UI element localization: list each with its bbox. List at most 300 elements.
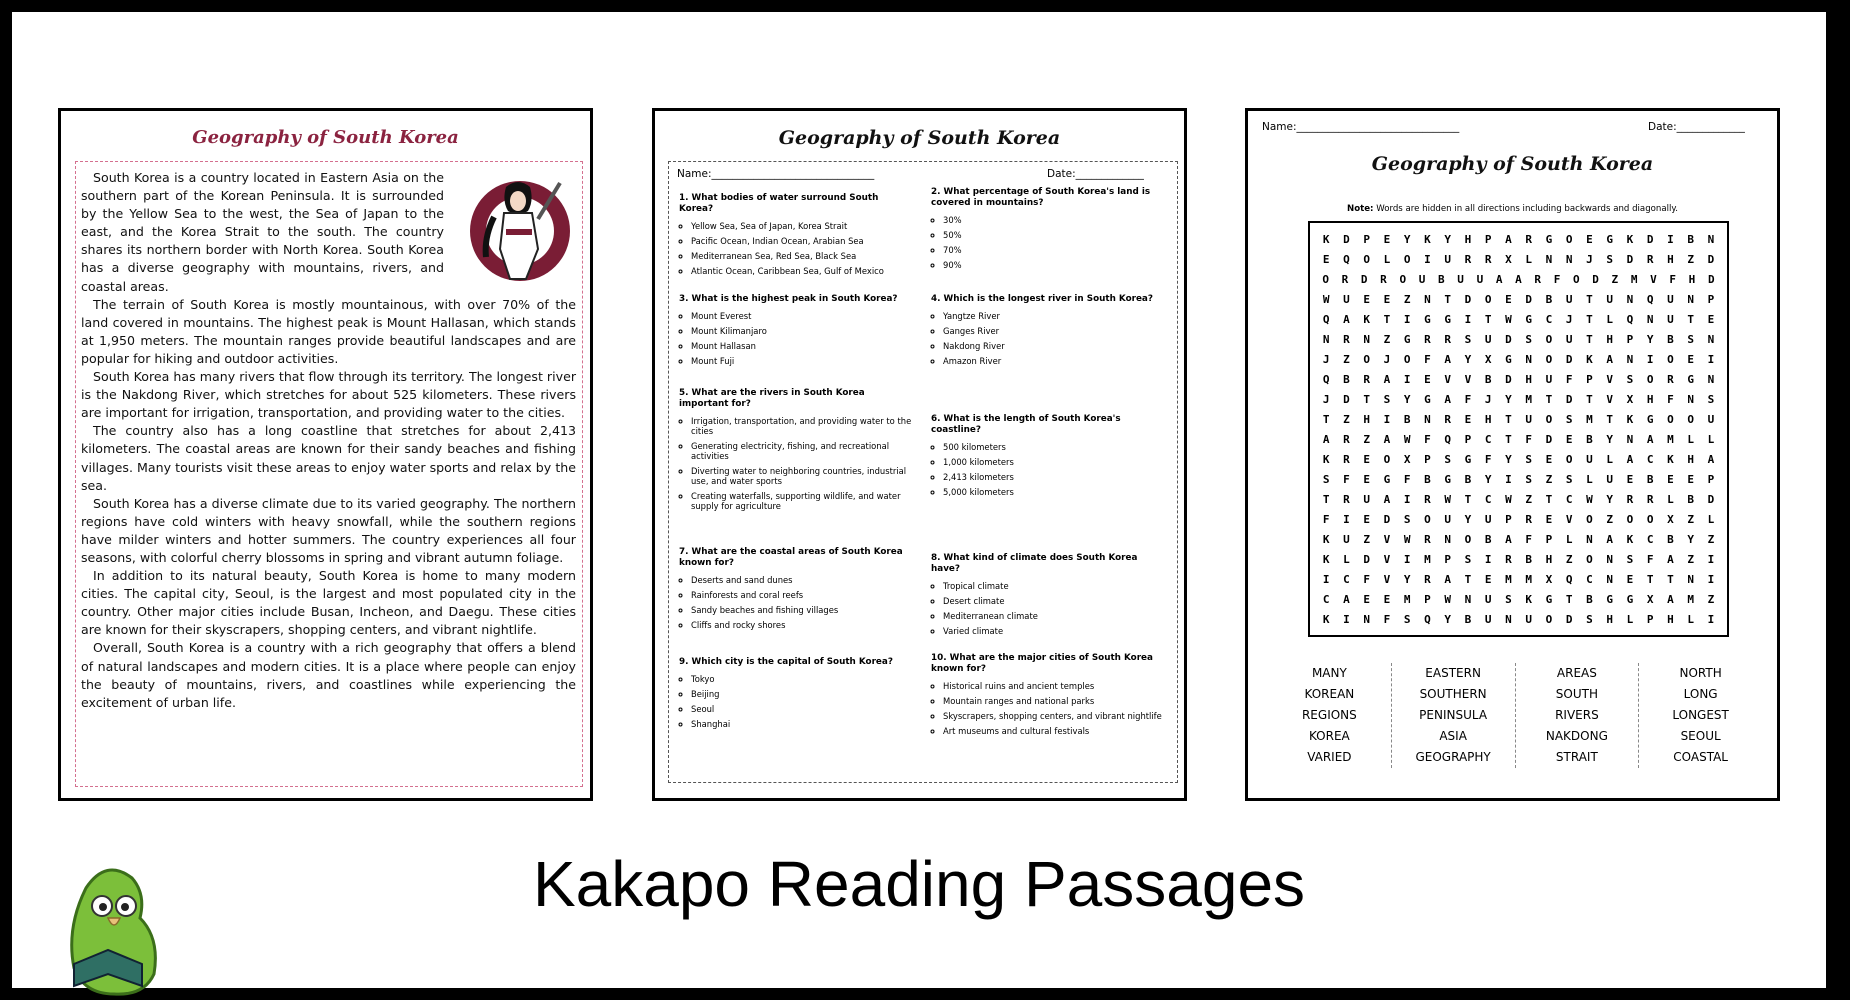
grid-letter[interactable]: G <box>1505 352 1512 366</box>
grid-letter[interactable]: I <box>1403 312 1411 326</box>
grid-letter[interactable]: V <box>1383 572 1391 586</box>
grid-letter[interactable]: I <box>1343 512 1350 526</box>
grid-letter[interactable]: S <box>1606 252 1613 266</box>
option[interactable]: ◦ Tokyo <box>691 674 915 684</box>
grid-letter[interactable]: S <box>1586 612 1593 626</box>
grid-letter[interactable]: T <box>1545 492 1553 506</box>
grid-letter[interactable]: P <box>1363 232 1370 246</box>
grid-letter[interactable]: Y <box>1606 492 1613 506</box>
grid-letter[interactable]: L <box>1687 432 1694 446</box>
grid-letter[interactable]: F <box>1383 612 1391 626</box>
grid-letter[interactable]: K <box>1626 532 1634 546</box>
grid-letter[interactable]: U <box>1667 292 1674 306</box>
grid-letter[interactable]: N <box>1687 392 1694 406</box>
grid-letter[interactable]: O <box>1545 612 1553 626</box>
grid-letter[interactable]: N <box>1707 232 1715 246</box>
grid-letter[interactable]: N <box>1707 372 1715 386</box>
grid-letter[interactable]: O <box>1565 232 1573 246</box>
grid-letter[interactable]: S <box>1464 552 1472 566</box>
grid-letter[interactable]: C <box>1484 432 1492 446</box>
grid-letter[interactable]: N <box>1424 292 1431 306</box>
grid-letter[interactable]: X <box>1626 392 1634 406</box>
grid-letter[interactable]: H <box>1464 232 1472 246</box>
grid-letter[interactable]: V <box>1444 372 1451 386</box>
grid-letter[interactable]: F <box>1343 472 1350 486</box>
grid-letter[interactable]: E <box>1626 572 1634 586</box>
grid-letter[interactable]: D <box>1707 252 1715 266</box>
grid-letter[interactable]: U <box>1606 292 1613 306</box>
grid-letter[interactable]: Z <box>1525 492 1532 506</box>
grid-letter[interactable]: P <box>1626 332 1634 346</box>
grid-letter[interactable]: Z <box>1363 432 1370 446</box>
grid-letter[interactable]: O <box>1565 452 1573 466</box>
grid-letter[interactable]: X <box>1646 592 1654 606</box>
grid-letter[interactable]: G <box>1545 592 1553 606</box>
grid-letter[interactable]: X <box>1505 252 1512 266</box>
grid-letter[interactable]: D <box>1525 292 1532 306</box>
option[interactable]: ◦ Nakdong River <box>943 341 1167 351</box>
grid-letter[interactable]: U <box>1707 412 1715 426</box>
grid-letter[interactable]: Y <box>1444 612 1451 626</box>
option[interactable]: ◦ Mount Fuji <box>691 356 915 366</box>
grid-letter[interactable]: U <box>1418 272 1426 286</box>
grid-letter[interactable]: C <box>1646 532 1654 546</box>
grid-letter[interactable]: X <box>1667 512 1674 526</box>
option[interactable]: ◦ 50% <box>943 230 1167 240</box>
grid-letter[interactable]: O <box>1363 352 1370 366</box>
option[interactable]: ◦ Art museums and cultural festivals <box>943 726 1167 736</box>
grid-letter[interactable]: L <box>1626 612 1634 626</box>
grid-letter[interactable]: U <box>1667 312 1674 326</box>
grid-letter[interactable]: F <box>1424 432 1431 446</box>
grid-letter[interactable]: N <box>1606 552 1613 566</box>
grid-letter[interactable]: B <box>1687 492 1694 506</box>
grid-letter[interactable]: W <box>1444 592 1451 606</box>
grid-letter[interactable]: T <box>1363 392 1370 406</box>
option[interactable]: ◦ 90% <box>943 260 1167 270</box>
grid-letter[interactable]: Z <box>1343 352 1350 366</box>
grid-letter[interactable]: R <box>1534 272 1542 286</box>
grid-letter[interactable]: H <box>1363 412 1370 426</box>
grid-letter[interactable]: C <box>1545 312 1553 326</box>
grid-letter[interactable]: M <box>1586 412 1593 426</box>
grid-letter[interactable]: G <box>1545 232 1553 246</box>
grid-letter[interactable]: O <box>1399 272 1407 286</box>
grid-letter[interactable]: Z <box>1545 472 1553 486</box>
grid-letter[interactable]: U <box>1586 452 1593 466</box>
grid-letter[interactable]: S <box>1525 452 1532 466</box>
grid-letter[interactable]: Z <box>1403 292 1411 306</box>
grid-letter[interactable]: P <box>1484 232 1492 246</box>
grid-letter[interactable]: B <box>1403 412 1411 426</box>
grid-letter[interactable]: T <box>1545 392 1553 406</box>
grid-letter[interactable]: K <box>1626 232 1634 246</box>
grid-letter[interactable]: Z <box>1707 532 1715 546</box>
grid-letter[interactable]: Y <box>1687 532 1694 546</box>
grid-letter[interactable]: Y <box>1484 472 1492 486</box>
grid-letter[interactable]: U <box>1343 532 1350 546</box>
grid-letter[interactable]: D <box>1505 332 1512 346</box>
grid-letter[interactable]: N <box>1464 592 1472 606</box>
grid-letter[interactable]: E <box>1322 252 1330 266</box>
grid-letter[interactable]: D <box>1383 512 1391 526</box>
grid-letter[interactable]: D <box>1360 272 1368 286</box>
grid-letter[interactable]: D <box>1343 232 1350 246</box>
grid-letter[interactable]: D <box>1646 232 1654 246</box>
grid-letter[interactable]: J <box>1565 312 1573 326</box>
grid-letter[interactable]: D <box>1626 252 1634 266</box>
option[interactable]: ◦ Pacific Ocean, Indian Ocean, Arabian Sea <box>691 236 915 246</box>
grid-letter[interactable]: H <box>1688 272 1696 286</box>
grid-letter[interactable]: T <box>1646 572 1654 586</box>
grid-letter[interactable]: L <box>1343 552 1350 566</box>
grid-letter[interactable]: D <box>1707 272 1715 286</box>
grid-letter[interactable]: D <box>1565 392 1573 406</box>
grid-letter[interactable]: C <box>1343 572 1350 586</box>
grid-letter[interactable]: R <box>1525 232 1532 246</box>
grid-letter[interactable]: E <box>1464 412 1472 426</box>
option[interactable]: ◦ Irrigation, transportation, and providing water to the cities <box>691 416 915 436</box>
grid-letter[interactable]: E <box>1363 452 1370 466</box>
grid-letter[interactable]: G <box>1424 312 1431 326</box>
grid-letter[interactable]: G <box>1606 592 1613 606</box>
grid-letter[interactable]: U <box>1476 272 1484 286</box>
grid-letter[interactable]: G <box>1464 452 1472 466</box>
grid-letter[interactable]: F <box>1363 572 1370 586</box>
grid-letter[interactable]: O <box>1626 512 1634 526</box>
grid-letter[interactable]: N <box>1626 432 1634 446</box>
grid-letter[interactable]: F <box>1322 512 1330 526</box>
grid-letter[interactable]: M <box>1424 552 1431 566</box>
grid-letter[interactable]: N <box>1687 572 1694 586</box>
grid-letter[interactable]: T <box>1565 592 1573 606</box>
grid-letter[interactable]: P <box>1707 292 1715 306</box>
grid-letter[interactable]: A <box>1322 432 1330 446</box>
grid-letter[interactable]: I <box>1505 472 1512 486</box>
option[interactable]: ◦ Diverting water to neighboring countries, industrial use, and water sports <box>691 466 915 486</box>
grid-letter[interactable]: L <box>1606 452 1613 466</box>
grid-letter[interactable]: Q <box>1565 572 1573 586</box>
grid-letter[interactable]: Z <box>1611 272 1619 286</box>
grid-letter[interactable]: R <box>1424 572 1431 586</box>
option[interactable]: ◦ 70% <box>943 245 1167 255</box>
grid-letter[interactable]: Z <box>1565 552 1573 566</box>
option[interactable]: ◦ Beijing <box>691 689 915 699</box>
grid-letter[interactable]: E <box>1505 292 1512 306</box>
grid-letter[interactable]: E <box>1687 472 1694 486</box>
grid-letter[interactable]: S <box>1626 552 1634 566</box>
grid-letter[interactable]: Y <box>1444 232 1451 246</box>
grid-letter[interactable]: V <box>1383 552 1391 566</box>
grid-letter[interactable]: A <box>1646 432 1654 446</box>
grid-letter[interactable]: V <box>1650 272 1657 286</box>
grid-letter[interactable]: K <box>1363 312 1370 326</box>
grid-letter[interactable]: A <box>1383 372 1391 386</box>
grid-letter[interactable]: O <box>1667 412 1674 426</box>
grid-letter[interactable]: T <box>1444 292 1451 306</box>
grid-letter[interactable]: O <box>1586 512 1593 526</box>
grid-letter[interactable]: S <box>1322 472 1330 486</box>
option[interactable]: ◦ Shanghai <box>691 719 915 729</box>
grid-letter[interactable]: T <box>1586 312 1593 326</box>
grid-letter[interactable]: O <box>1667 352 1674 366</box>
grid-letter[interactable]: S <box>1383 392 1391 406</box>
grid-letter[interactable]: Y <box>1464 352 1472 366</box>
grid-letter[interactable]: V <box>1606 372 1613 386</box>
grid-letter[interactable]: P <box>1444 552 1451 566</box>
grid-letter[interactable]: I <box>1707 352 1715 366</box>
option[interactable]: ◦ Varied climate <box>943 626 1167 636</box>
grid-letter[interactable]: U <box>1343 292 1350 306</box>
date-field[interactable]: Date:_____________ <box>1047 168 1144 180</box>
grid-letter[interactable]: F <box>1525 532 1532 546</box>
grid-letter[interactable]: G <box>1646 412 1654 426</box>
grid-letter[interactable]: P <box>1424 592 1431 606</box>
grid-letter[interactable]: G <box>1444 472 1451 486</box>
grid-letter[interactable]: J <box>1322 352 1330 366</box>
grid-letter[interactable]: V <box>1565 512 1573 526</box>
grid-letter[interactable]: E <box>1424 372 1431 386</box>
grid-letter[interactable]: H <box>1606 612 1613 626</box>
grid-letter[interactable]: I <box>1646 352 1654 366</box>
grid-letter[interactable]: O <box>1572 272 1580 286</box>
grid-letter[interactable]: U <box>1565 332 1573 346</box>
grid-letter[interactable]: Z <box>1687 552 1694 566</box>
grid-letter[interactable]: A <box>1515 272 1522 286</box>
option[interactable]: ◦ Seoul <box>691 704 915 714</box>
grid-letter[interactable]: Q <box>1646 292 1654 306</box>
grid-letter[interactable]: R <box>1444 412 1451 426</box>
grid-letter[interactable]: M <box>1667 432 1674 446</box>
grid-letter[interactable]: E <box>1586 232 1593 246</box>
grid-letter[interactable]: T <box>1667 572 1674 586</box>
grid-letter[interactable]: Q <box>1424 612 1431 626</box>
grid-letter[interactable]: H <box>1525 372 1532 386</box>
grid-letter[interactable]: G <box>1403 332 1411 346</box>
option[interactable]: ◦ Tropical climate <box>943 581 1167 591</box>
grid-letter[interactable]: B <box>1586 432 1593 446</box>
grid-letter[interactable]: Y <box>1403 572 1411 586</box>
option[interactable]: ◦ Deserts and sand dunes <box>691 575 915 585</box>
grid-letter[interactable]: A <box>1667 592 1674 606</box>
grid-letter[interactable]: I <box>1403 372 1411 386</box>
grid-letter[interactable]: B <box>1667 332 1674 346</box>
grid-letter[interactable]: W <box>1505 312 1512 326</box>
grid-letter[interactable]: I <box>1707 572 1715 586</box>
grid-letter[interactable]: M <box>1505 572 1512 586</box>
grid-letter[interactable]: A <box>1383 432 1391 446</box>
name-field[interactable]: Name:_______________________________ <box>677 168 875 180</box>
grid-letter[interactable]: L <box>1606 312 1613 326</box>
grid-letter[interactable]: T <box>1383 312 1391 326</box>
grid-letter[interactable]: Y <box>1403 232 1411 246</box>
grid-letter[interactable]: H <box>1606 332 1613 346</box>
grid-letter[interactable]: N <box>1424 412 1431 426</box>
grid-letter[interactable]: A <box>1505 232 1512 246</box>
grid-letter[interactable]: N <box>1646 312 1654 326</box>
grid-letter[interactable]: D <box>1545 432 1553 446</box>
grid-letter[interactable]: D <box>1464 292 1472 306</box>
grid-letter[interactable]: Q <box>1322 372 1330 386</box>
grid-letter[interactable]: X <box>1484 352 1492 366</box>
grid-letter[interactable]: I <box>1403 552 1411 566</box>
grid-letter[interactable]: T <box>1687 312 1694 326</box>
grid-letter[interactable]: Y <box>1505 452 1512 466</box>
grid-letter[interactable]: H <box>1484 412 1492 426</box>
grid-letter[interactable]: E <box>1363 292 1370 306</box>
grid-letter[interactable]: K <box>1667 452 1674 466</box>
grid-letter[interactable]: N <box>1363 332 1370 346</box>
grid-letter[interactable]: K <box>1586 352 1593 366</box>
grid-letter[interactable]: K <box>1322 452 1330 466</box>
grid-letter[interactable]: U <box>1545 372 1553 386</box>
grid-letter[interactable]: A <box>1343 312 1350 326</box>
grid-letter[interactable]: T <box>1586 332 1593 346</box>
grid-letter[interactable]: T <box>1586 292 1593 306</box>
grid-letter[interactable]: B <box>1438 272 1445 286</box>
grid-letter[interactable]: T <box>1484 312 1492 326</box>
option[interactable]: ◦ Mount Hallasan <box>691 341 915 351</box>
grid-letter[interactable]: O <box>1383 452 1391 466</box>
grid-letter[interactable]: Y <box>1403 392 1411 406</box>
grid-letter[interactable]: B <box>1343 372 1350 386</box>
grid-letter[interactable]: A <box>1505 532 1512 546</box>
grid-letter[interactable]: T <box>1606 412 1613 426</box>
grid-letter[interactable]: W <box>1403 432 1411 446</box>
grid-letter[interactable]: K <box>1322 612 1330 626</box>
grid-letter[interactable]: D <box>1565 352 1573 366</box>
grid-letter[interactable]: Q <box>1343 252 1350 266</box>
grid-letter[interactable]: Q <box>1322 312 1330 326</box>
grid-letter[interactable]: A <box>1383 492 1391 506</box>
grid-letter[interactable]: R <box>1343 432 1350 446</box>
grid-letter[interactable]: B <box>1484 372 1492 386</box>
option[interactable]: ◦ Creating waterfalls, supporting wildlife, and water supply for agriculture <box>691 491 915 511</box>
grid-letter[interactable]: M <box>1403 592 1411 606</box>
grid-letter[interactable]: P <box>1646 612 1654 626</box>
grid-letter[interactable]: X <box>1403 452 1411 466</box>
grid-letter[interactable]: S <box>1525 332 1532 346</box>
grid-letter[interactable]: J <box>1586 252 1593 266</box>
grid-letter[interactable]: Z <box>1383 332 1391 346</box>
grid-letter[interactable]: O <box>1403 352 1411 366</box>
grid-letter[interactable]: T <box>1464 492 1472 506</box>
grid-letter[interactable]: M <box>1525 572 1532 586</box>
grid-letter[interactable]: A <box>1626 452 1634 466</box>
grid-letter[interactable]: N <box>1545 252 1553 266</box>
grid-letter[interactable]: A <box>1444 392 1451 406</box>
grid-letter[interactable]: U <box>1525 612 1532 626</box>
option[interactable]: ◦ Amazon River <box>943 356 1167 366</box>
grid-letter[interactable]: U <box>1525 412 1532 426</box>
grid-letter[interactable]: P <box>1586 372 1593 386</box>
grid-letter[interactable]: C <box>1565 492 1573 506</box>
grid-letter[interactable]: B <box>1424 472 1431 486</box>
option[interactable]: ◦ 1,000 kilometers <box>943 457 1167 467</box>
grid-letter[interactable]: O <box>1363 252 1370 266</box>
grid-letter[interactable]: L <box>1687 612 1694 626</box>
grid-letter[interactable]: A <box>1343 592 1350 606</box>
grid-letter[interactable]: R <box>1484 252 1492 266</box>
grid-letter[interactable]: U <box>1565 292 1573 306</box>
grid-letter[interactable]: I <box>1667 232 1674 246</box>
grid-letter[interactable]: M <box>1687 592 1694 606</box>
grid-letter[interactable]: I <box>1322 572 1330 586</box>
grid-letter[interactable]: U <box>1484 332 1492 346</box>
grid-letter[interactable]: O <box>1545 332 1553 346</box>
grid-letter[interactable]: B <box>1687 232 1694 246</box>
grid-letter[interactable]: K <box>1322 232 1330 246</box>
grid-letter[interactable]: V <box>1464 372 1472 386</box>
grid-letter[interactable]: R <box>1363 372 1370 386</box>
grid-letter[interactable]: H <box>1667 252 1674 266</box>
grid-letter[interactable]: T <box>1322 492 1330 506</box>
grid-letter[interactable]: Q <box>1444 432 1451 446</box>
grid-letter[interactable]: A <box>1444 572 1451 586</box>
grid-letter[interactable]: R <box>1525 512 1532 526</box>
date-field[interactable]: Date:_____________ <box>1648 121 1745 133</box>
grid-letter[interactable]: S <box>1626 372 1634 386</box>
grid-letter[interactable]: R <box>1646 252 1654 266</box>
grid-letter[interactable]: K <box>1322 552 1330 566</box>
grid-letter[interactable]: I <box>1343 612 1350 626</box>
grid-letter[interactable]: Q <box>1626 312 1634 326</box>
option[interactable]: ◦ Generating electricity, fishing, and recreational activities <box>691 441 915 461</box>
grid-letter[interactable]: O <box>1545 352 1553 366</box>
grid-letter[interactable]: B <box>1667 532 1674 546</box>
grid-letter[interactable]: N <box>1687 292 1694 306</box>
option[interactable]: ◦ 30% <box>943 215 1167 225</box>
grid-letter[interactable]: O <box>1646 512 1654 526</box>
grid-letter[interactable]: F <box>1403 472 1411 486</box>
option[interactable]: ◦ Desert climate <box>943 596 1167 606</box>
grid-letter[interactable]: O <box>1424 512 1431 526</box>
grid-letter[interactable]: A <box>1707 452 1715 466</box>
grid-letter[interactable]: P <box>1464 432 1472 446</box>
grid-letter[interactable]: R <box>1424 492 1431 506</box>
grid-letter[interactable]: Z <box>1606 512 1613 526</box>
grid-letter[interactable]: T <box>1586 392 1593 406</box>
grid-letter[interactable]: S <box>1707 392 1715 406</box>
grid-letter[interactable]: N <box>1565 252 1573 266</box>
grid-letter[interactable]: G <box>1687 372 1694 386</box>
grid-letter[interactable]: N <box>1586 532 1593 546</box>
grid-letter[interactable]: R <box>1505 552 1512 566</box>
option[interactable]: ◦ Skyscrapers, shopping centers, and vibrant nightlife <box>943 711 1167 721</box>
grid-letter[interactable]: S <box>1565 472 1573 486</box>
grid-letter[interactable]: R <box>1380 272 1387 286</box>
grid-letter[interactable]: L <box>1707 512 1715 526</box>
grid-letter[interactable]: F <box>1667 392 1674 406</box>
grid-letter[interactable]: B <box>1646 472 1654 486</box>
grid-letter[interactable]: C <box>1484 492 1492 506</box>
grid-letter[interactable]: E <box>1687 352 1694 366</box>
grid-letter[interactable]: S <box>1464 332 1472 346</box>
grid-letter[interactable]: W <box>1403 532 1411 546</box>
grid-letter[interactable]: M <box>1630 272 1638 286</box>
grid-letter[interactable]: P <box>1505 512 1512 526</box>
grid-letter[interactable]: V <box>1606 392 1613 406</box>
grid-letter[interactable]: N <box>1525 352 1532 366</box>
grid-letter[interactable]: C <box>1646 452 1654 466</box>
grid-letter[interactable]: H <box>1545 552 1553 566</box>
grid-letter[interactable]: C <box>1586 572 1593 586</box>
grid-letter[interactable]: W <box>1505 492 1512 506</box>
grid-letter[interactable]: Z <box>1343 412 1350 426</box>
option[interactable]: ◦ Mount Kilimanjaro <box>691 326 915 336</box>
grid-letter[interactable]: I <box>1403 492 1411 506</box>
grid-letter[interactable]: I <box>1464 312 1472 326</box>
